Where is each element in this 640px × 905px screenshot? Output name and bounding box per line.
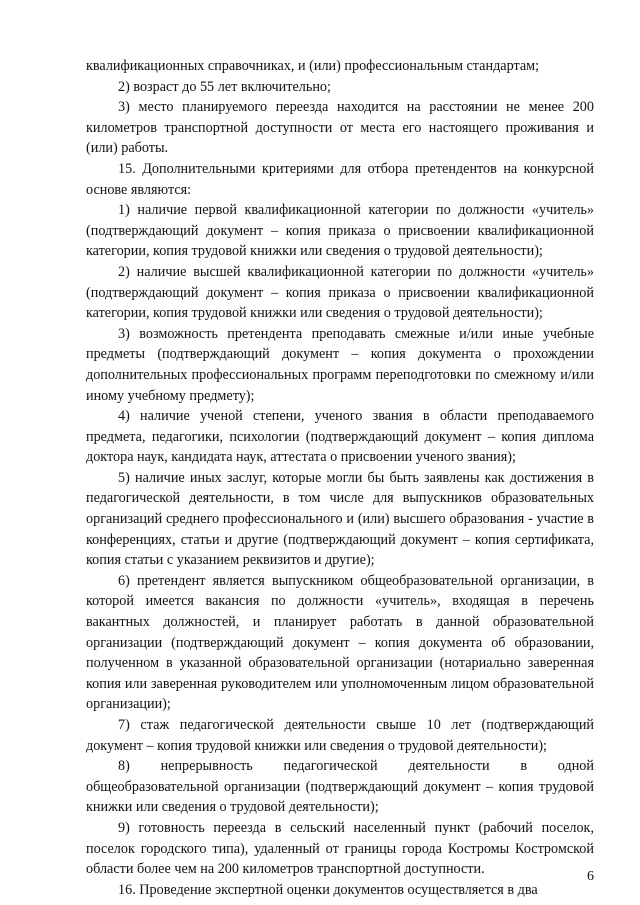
paragraph-section-15: 15. Дополнительными критериями для отбора претендентов на конкурсной основе являются:: [86, 160, 594, 198]
document-page: [86, 56, 594, 900]
paragraph-section-16: 16. Проведение экспертной оценки документов осуществляется в два: [118, 881, 538, 898]
paragraph-continuation: квалификационных справочниках, и (или) профессиональным стандартам;: [86, 58, 540, 74]
paragraph-item-4: 4) наличие ученой степени, ученого звания в области преподаваемого предмета, педагогики, психологии (подтверждающий документ – копия диплома доктора наук, кандидата наук, аттестата о присвоении ученого звания);: [86, 408, 594, 466]
paragraph-item-5: 5) наличие иных заслуг, которые могли бы быть заявлены как достижения в педагогической деятельности, в том числе для выпускников образовательных организаций среднего профессионального и (или) высшего образования - участие в конференциях, статьи и другие (подтверждающий документ – копия сертификата, копия статьи с указанием реквизитов и другие);: [86, 469, 594, 569]
paragraph-item-7: 7) стаж педагогической деятельности свыше 10 лет (подтверждающий документ – копия трудовой книжки или сведения о трудовой деятельности);: [86, 717, 594, 754]
paragraph-item-3: 3) возможность претендента преподавать смежные и/или иные учебные предметы (подтверждающий документ – копия документа о прохождении дополнительных профессиональных программ переподготовки по смежному и/или иному учебному предмету);: [86, 325, 594, 404]
paragraph-item-6: 6) претендент является выпускником общеобразовательной организации, в которой имеется вакансия по должности «учитель», входящая в перечень вакантных должностей, и планирует работать в данной образовательной организации (подтверждающий документ – копия документа об образовании, полученном в указанной образовательной организации (нотариально заверенная копия или заверенная руководителем или уполномоченным лицом образовательной организации);: [86, 572, 594, 713]
page-number: 6: [587, 869, 594, 884]
paragraph-item-1: 1) наличие первой квалификационной категории по должности «учитель» (подтверждающий документ – копия приказа о присвоении квалификационной категории, копия трудовой книжки или сведения о трудовой деятельности);: [86, 202, 594, 260]
paragraph-item-8: 8) непрерывность педагогической деятельности в одной общеобразовательной организации (подтверждающий документ – копия трудовой книжки или сведения о трудовой деятельности);: [86, 758, 594, 816]
paragraph-criterion-distance: 3) место планируемого переезда находится на расстоянии не менее 200 километров транспортной доступности от места его настоящего проживания и (или) работы.: [86, 99, 594, 157]
paragraph-item-9: 9) готовность переезда в сельский населенный пункт (рабочий поселок, поселок городского типа), удаленный от границы города Костромы Костромской области более чем на 200 километров транспортной доступности.: [86, 819, 594, 878]
paragraph-criterion-age: 2) возраст до 55 лет включительно;: [118, 78, 331, 95]
paragraph-item-2: 2) наличие высшей квалификационной категории по должности «учитель» (подтверждающий документ – копия приказа о присвоении квалификационной категории, копия трудовой книжки или сведения о трудовой деятельности);: [86, 263, 594, 322]
